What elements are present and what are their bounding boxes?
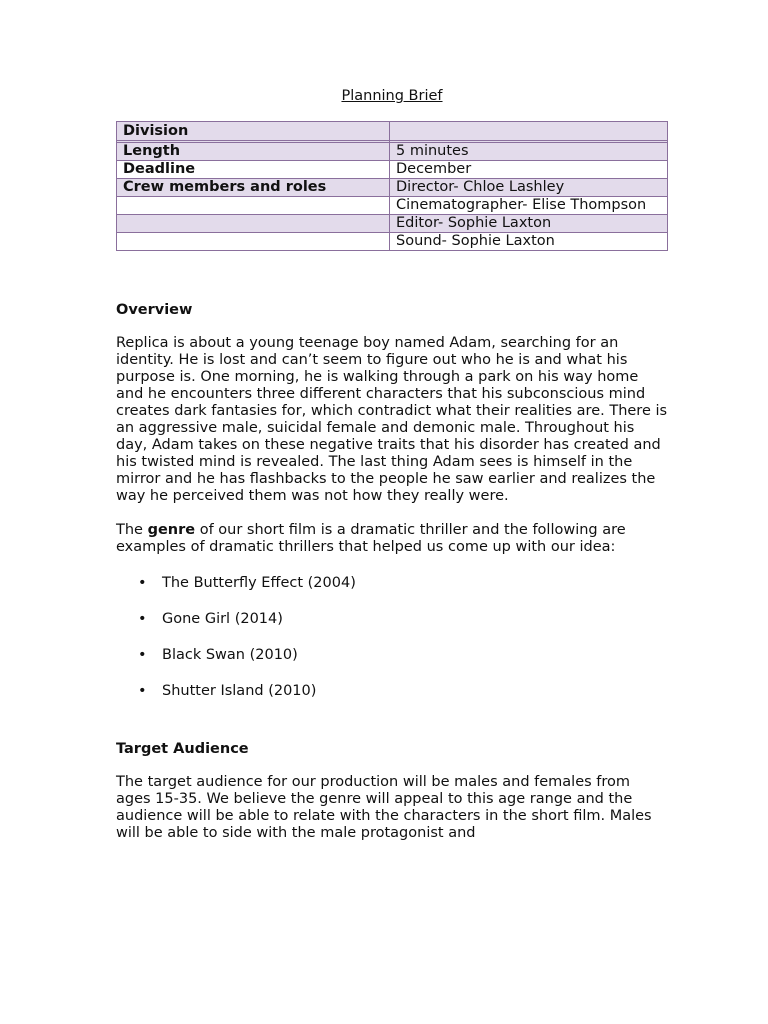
genre-paragraph: [116, 522, 668, 556]
planning-brief-table: [116, 121, 668, 251]
table-row: [117, 161, 668, 179]
document-title: Planning Brief: [341, 88, 443, 104]
crew-cinematographer-value: Cinematographer- Elise Thompson: [390, 197, 668, 215]
list-item: [116, 574, 668, 592]
film-title: Gone Girl (2014): [162, 611, 283, 627]
list-item: [116, 646, 668, 664]
table-row: [117, 197, 668, 215]
bullet-icon: •: [138, 683, 147, 699]
table-row: [117, 143, 668, 161]
crew-label-empty: [117, 233, 390, 251]
length-value: 5 minutes: [390, 143, 668, 161]
bullet-icon: •: [138, 611, 147, 627]
division-label: Division: [117, 122, 390, 141]
genre-bold: genre: [147, 522, 196, 538]
film-title: The Butterfly Effect (2004): [162, 575, 356, 591]
crew-editor-value: Editor- Sophie Laxton: [390, 215, 668, 233]
bullet-icon: •: [138, 575, 147, 591]
genre-text-before: The: [116, 522, 148, 538]
crew-label-empty: [117, 197, 390, 215]
overview-paragraph: Replica is about a young teenage boy named Adam, searching for an identity. He is lost and can’t seem to figure out who he is and what his purpose is. One morning, he is walking through a park on his way home and he encounters three different characters that his subconscious mind creates dark fantasies for, which contradict what their realities are. There is an aggressive male, suicidal female and demonic male. Throughout his day, Adam takes on these negative traits that his disorder has created and his twisted mind is revealed. The last thing Adam sees is himself in the mirror and he has flashbacks to the people he saw earlier and realizes the way he perceived them was not how they really were.: [116, 335, 668, 504]
table-row: [117, 122, 668, 141]
crew-label-empty: [117, 215, 390, 233]
target-audience-heading: Target Audience: [116, 741, 249, 757]
crew-director-value: Director- Chloe Lashley: [390, 179, 668, 197]
target-audience-paragraph: The target audience for our production will be males and females from ages 15-35. We believe the genre will appeal to this age range and the audience will be able to relate with the characters in the short film. Males will be able to side with the male protagonist and: [116, 774, 652, 841]
film-title: Shutter Island (2010): [162, 683, 317, 699]
deadline-value: December: [390, 161, 668, 179]
division-value: [390, 122, 668, 141]
film-title: Black Swan (2010): [162, 647, 298, 663]
length-label: Length: [117, 143, 390, 161]
table-row: [117, 215, 668, 233]
table-row: [117, 233, 668, 251]
crew-label: Crew members and roles: [117, 179, 390, 197]
list-item: [116, 682, 668, 700]
overview-heading: Overview: [116, 302, 193, 318]
genre-text-after: of our short film is a dramatic thriller and the following are examples of dramatic thrillers that helped us come up with our idea:: [116, 522, 626, 555]
crew-sound-value: Sound- Sophie Laxton: [390, 233, 668, 251]
deadline-label: Deadline: [117, 161, 390, 179]
list-item: [116, 610, 668, 628]
table-row: [117, 179, 668, 197]
bullet-icon: •: [138, 647, 147, 663]
document-page: [116, 86, 668, 842]
film-list: [116, 574, 668, 700]
